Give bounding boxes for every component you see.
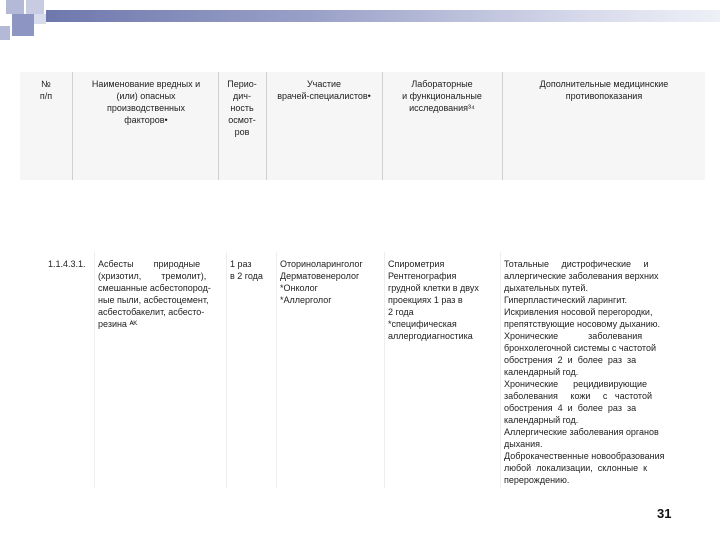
decor-square bbox=[34, 14, 46, 24]
header-periodicity: Перио- дич- ность осмот- ров bbox=[227, 79, 257, 137]
column-divider bbox=[226, 252, 227, 488]
column-divider bbox=[218, 72, 219, 180]
column-divider bbox=[266, 72, 267, 180]
decor-square bbox=[26, 0, 44, 14]
row-periodicity: 1 раз в 2 года bbox=[230, 259, 263, 281]
column-divider bbox=[382, 72, 383, 180]
header-contraindications: Дополнительные медицинские противопоказания bbox=[539, 79, 669, 101]
row-specialists: Оториноларинголог Дерматовенеролог *Онколог *Аллерголог bbox=[280, 259, 363, 305]
row-factor: Асбесты природные (хризотил, тремолит), смешанные асбестопород- ные пыли, асбестоцемент, асбестобакелит, асбесто- резина ᴬᴷ bbox=[98, 259, 211, 329]
header-number: № п/п bbox=[39, 79, 53, 101]
column-divider bbox=[94, 252, 95, 488]
decor-square bbox=[0, 26, 10, 40]
column-divider bbox=[502, 72, 503, 180]
column-divider bbox=[500, 252, 501, 488]
column-divider bbox=[72, 72, 73, 180]
row-contraindications: Тотальные дистрофические и аллергические заболевания верхних дыхательных путей. Гиперпластический ларингит. Искривления носовой перегородки, препятствующие носовому дыханию. Хронические заболевания бронхолегочной системы с частотой обострения 2 и более раз за календарный год. Хронические рецидивирующие заболевания кожи с частотой обострения 4 и более раз за календарный год. Аллергические заболевания органов дыхания. Доброкачественные новообразования любой локализации, склонные к перерождению. bbox=[504, 259, 665, 485]
page-number: 31 bbox=[657, 506, 672, 521]
decor-square bbox=[12, 14, 34, 36]
column-divider bbox=[276, 252, 277, 488]
header-specialists: Участие врачей-специалистов• bbox=[277, 79, 371, 101]
row-number: 1.1.4.3.1. bbox=[48, 259, 86, 269]
column-divider bbox=[384, 252, 385, 488]
title-gradient-bar bbox=[46, 10, 720, 22]
row-research: Спирометрия Рентгенография грудной клетки в двух проекциях 1 раз в 2 года *специфическая аллергодиагностика bbox=[388, 259, 479, 341]
header-research: Лабораторные и функциональные исследования³⁴ bbox=[402, 79, 482, 113]
header-factors: Наименование вредных и (или) опасных производственных факторов• bbox=[91, 79, 201, 125]
decor-square bbox=[6, 0, 24, 14]
